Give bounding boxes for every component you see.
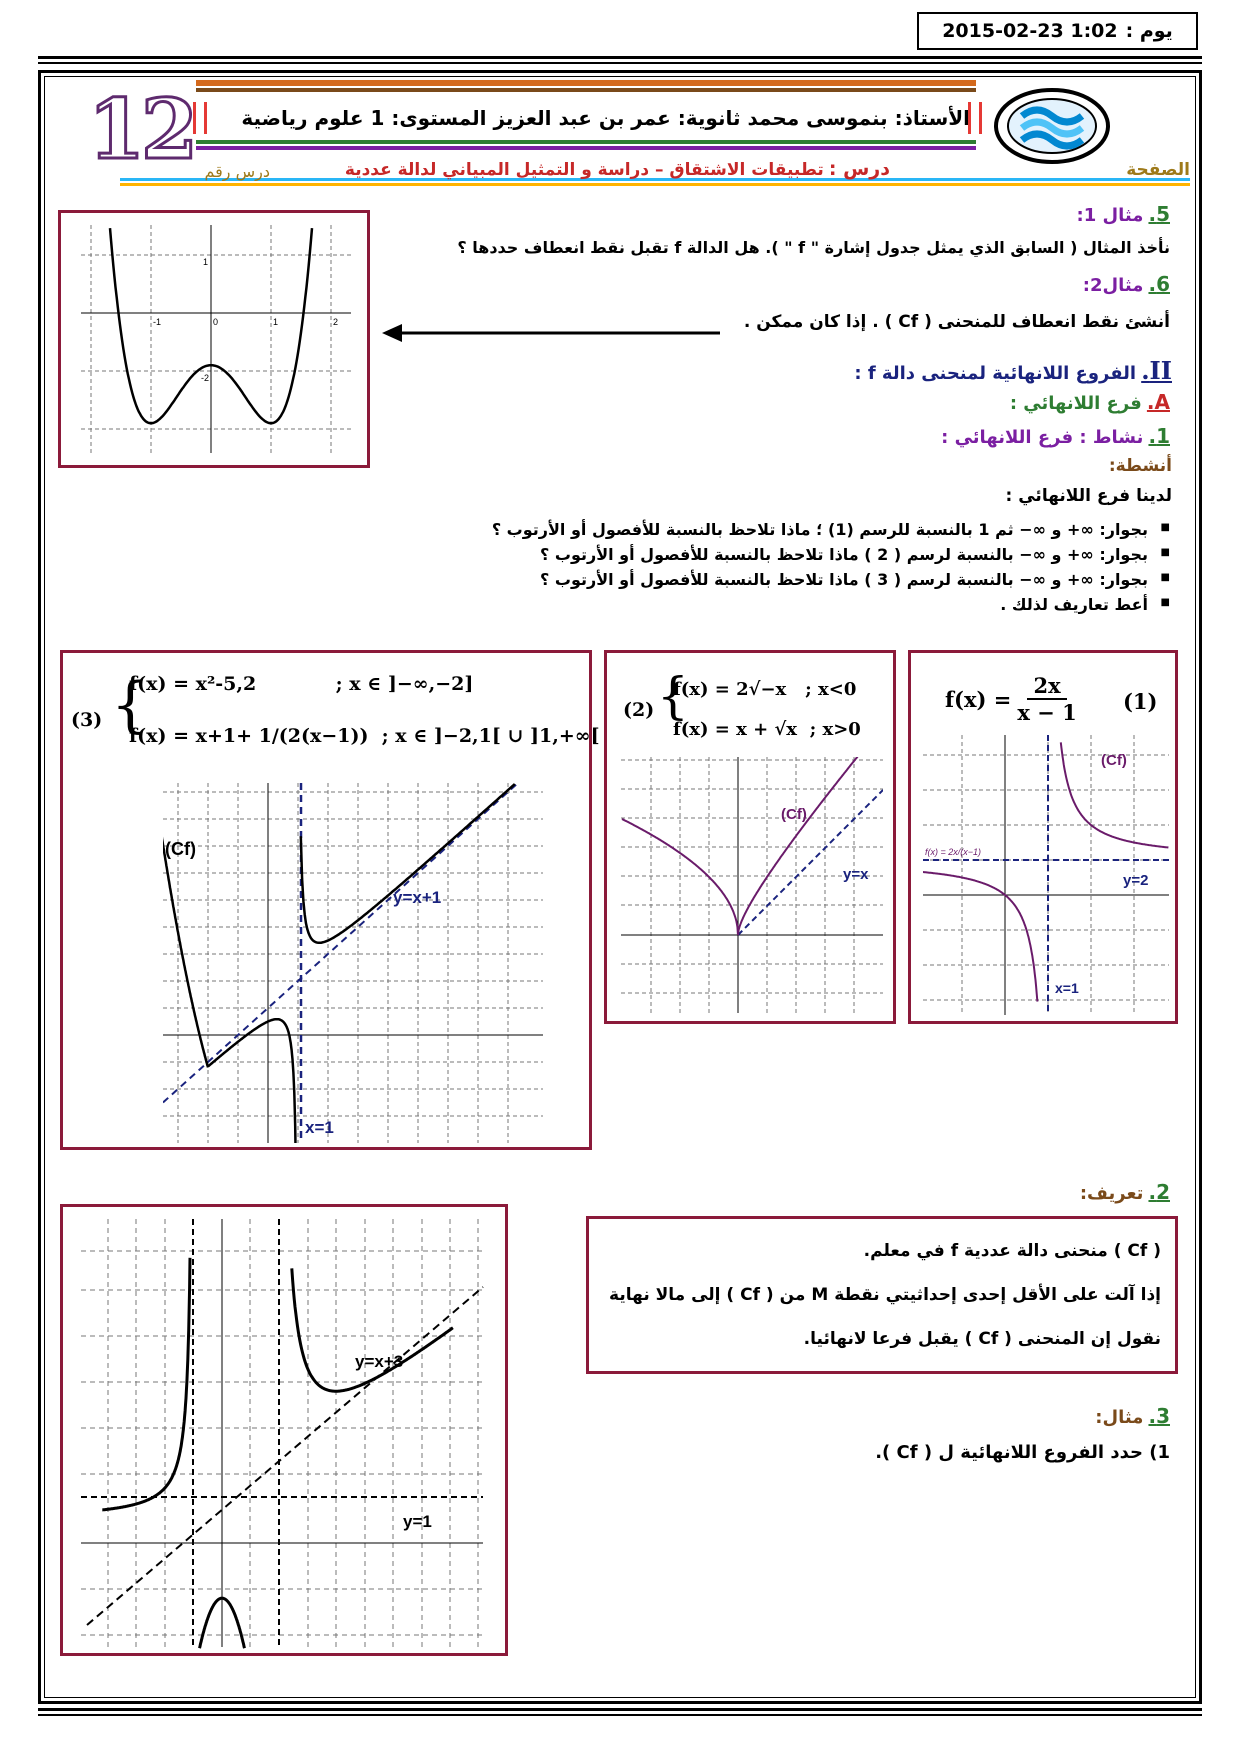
date-label: يوم : <box>1125 20 1173 42</box>
graph-3-asym: y=x+1 <box>393 888 442 907</box>
graph-4-asym2: y=1 <box>403 1512 432 1531</box>
section-2 <box>900 1180 1170 1204</box>
lesson-number-label: درس رقم <box>204 162 270 181</box>
graph-1-curve-label: (Cf) <box>1101 752 1127 769</box>
graph-4-box <box>60 1204 508 1656</box>
date-box <box>917 12 1198 50</box>
definition-box <box>586 1216 1178 1374</box>
section-5-title: مثال 1: <box>1076 205 1144 226</box>
section-6 <box>400 272 1170 296</box>
logo-icon <box>992 86 1112 166</box>
graph-4 <box>63 1207 505 1653</box>
section-3-title: مثال: <box>1095 1407 1144 1428</box>
section-2-title: تعريف: <box>1079 1183 1144 1204</box>
graph-1-formula: f(x) = $\frac{2x}{x - 1}$ <box>945 673 1077 725</box>
graph-2-curve-label: (Cf) <box>781 806 807 823</box>
graph-3-number: (3) <box>71 709 103 731</box>
graph-3-line2: f(x) = x+1+ 1/(2(x−1)) ; x ∈ ]−2,1[ ∪ ]1,+∞[ <box>129 725 600 747</box>
section-II-title: الفروع اللانهائية لمنحنى دالة f : <box>854 363 1137 384</box>
header-teacher-line: الأستاذ: بنموسى محمد ثانوية: عمر بن عبد العزيز المستوى: 1 علوم رياضية <box>241 106 970 130</box>
graph-2-line1: f(x) = 2√−x ; x<0 <box>673 679 857 700</box>
graph-3-v-asym: x=1 <box>305 1118 334 1137</box>
activity-bullet-4: ■ أعط تعاريف لذلك . <box>360 595 1170 614</box>
graph-3-line1: f(x) = x²-5,2 ; x ∈ ]−∞,−2] <box>129 673 474 695</box>
activities-intro: لدينا فرع اللانهائي : <box>1005 486 1172 506</box>
section-A-title: فرع اللانهائي : <box>1009 393 1142 414</box>
svg-text:-1: -1 <box>153 317 162 327</box>
svg-text:-2: -2 <box>201 373 210 383</box>
section-1-title: نشاط : فرع اللانهائي : <box>941 427 1144 448</box>
lesson-title-row <box>300 158 890 180</box>
section-6-title: مثال2: <box>1082 275 1144 296</box>
section-A <box>400 390 1170 414</box>
svg-text:1: 1 <box>273 317 279 327</box>
graph-1-v-asym: x=1 <box>1055 980 1079 996</box>
graph-2-box: (2) { f(x) = 2√−x ; x<0 f(x) = x + √x ; x>0 (Cf) y=x <box>604 650 896 1024</box>
activity-bullet-3: ■ بجوار: ∞+ و ∞− بالنسبة لرسم ( 3 ) ماذا تلاحظ بالنسبة للأفصول أو الأرتوب ؟ <box>360 570 1170 589</box>
activity-bullet-2: ■ بجوار: ∞+ و ∞− بالنسبة لرسم ( 2 ) ماذا تلاحظ بالنسبة للأفصول أو الأرتوب ؟ <box>360 545 1170 564</box>
graph-2-asym: y=x <box>843 866 869 883</box>
graph-1-point-label: f(x) = 2x/(x−1) <box>925 847 982 857</box>
graph-2-line2: f(x) = x + √x ; x>0 <box>673 719 861 740</box>
definition-line3: نقول إن المنحنى ( Cf ) يقبل فرعا لانهائيا. <box>803 1329 1161 1349</box>
graph-3-curve-label: (Cf) <box>165 839 196 859</box>
lesson-title: تطبيقات الاشتقاق – دراسة و التمثيل المبياني لدالة عددية <box>344 160 824 180</box>
svg-text:2: 2 <box>333 317 339 327</box>
definition-line1: ( Cf ) منحنى دالة عددية f في معلم. <box>863 1241 1161 1261</box>
activity-bullet-1: ■ بجوار: ∞+ و ∞− ثم 1 بالنسبة للرسم (1) ؛ ماذا تلاحظ بالنسبة للأفصول أو الأرتوب ؟ <box>360 520 1170 539</box>
section-3-item: 1) حدد الفروع اللانهائية ل ( Cf ). <box>875 1442 1170 1463</box>
graph-1 <box>923 735 1169 1015</box>
section-3 <box>900 1404 1170 1428</box>
page-number: 12 <box>88 82 195 178</box>
graph-3-box: (3) { f(x) = x²-5,2 ; x ∈ ]−∞,−2] f(x) = x+1+ 1/(2(x−1)) ; x ∈ ]−2,1[ ∪ ]1,+∞[ (Cf) y=x+1 x=1 <box>60 650 592 1150</box>
graph-1-h-asym: y=2 <box>1123 872 1149 889</box>
section-5 <box>400 202 1170 226</box>
section-1-num: 1. <box>1148 424 1170 448</box>
graph-inflection-box <box>58 210 370 468</box>
svg-text:1: 1 <box>203 257 209 267</box>
graph-1-box <box>908 650 1178 1024</box>
page-label: الصفحة <box>1126 160 1190 180</box>
section-6-num: 6. <box>1148 272 1170 296</box>
section-5-num: 5. <box>1148 202 1170 226</box>
graph-1-number: (1) <box>1123 689 1158 714</box>
section-2-num: 2. <box>1148 1180 1170 1204</box>
graph-3 <box>163 783 553 1143</box>
definition-line2: إذا آلت على الأقل إحدى إحداثيتي نقطة M من ( Cf ) إلى مالا نهاية <box>609 1285 1161 1305</box>
section-6-text: أنشئ نقط انعطاف للمنحنى ( Cf ) . إذا كان ممكن . <box>743 312 1170 332</box>
graph-4-asym1: y=x+3 <box>355 1352 404 1371</box>
date-value: 1:02 2015-02-23 <box>942 20 1118 42</box>
graph-inflection <box>61 213 367 465</box>
svg-text:0: 0 <box>213 317 219 327</box>
section-5-text: نأخذ المثال ( السابق الذي يمثل جدول إشارة " f " ). هل الدالة f تقبل نقط انعطاف حددها ؟ <box>457 238 1170 257</box>
section-II-num: II. <box>1141 356 1172 385</box>
activities-title: أنشطة: <box>1108 456 1172 476</box>
graph-2-number: (2) <box>623 699 655 721</box>
lesson-prefix: درس : <box>828 158 890 180</box>
section-A-num: A. <box>1146 390 1170 414</box>
activities-list <box>360 520 1170 620</box>
graph-2 <box>621 757 883 1013</box>
section-1 <box>400 424 1170 448</box>
section-3-num: 3. <box>1148 1404 1170 1428</box>
section-II <box>400 356 1172 385</box>
